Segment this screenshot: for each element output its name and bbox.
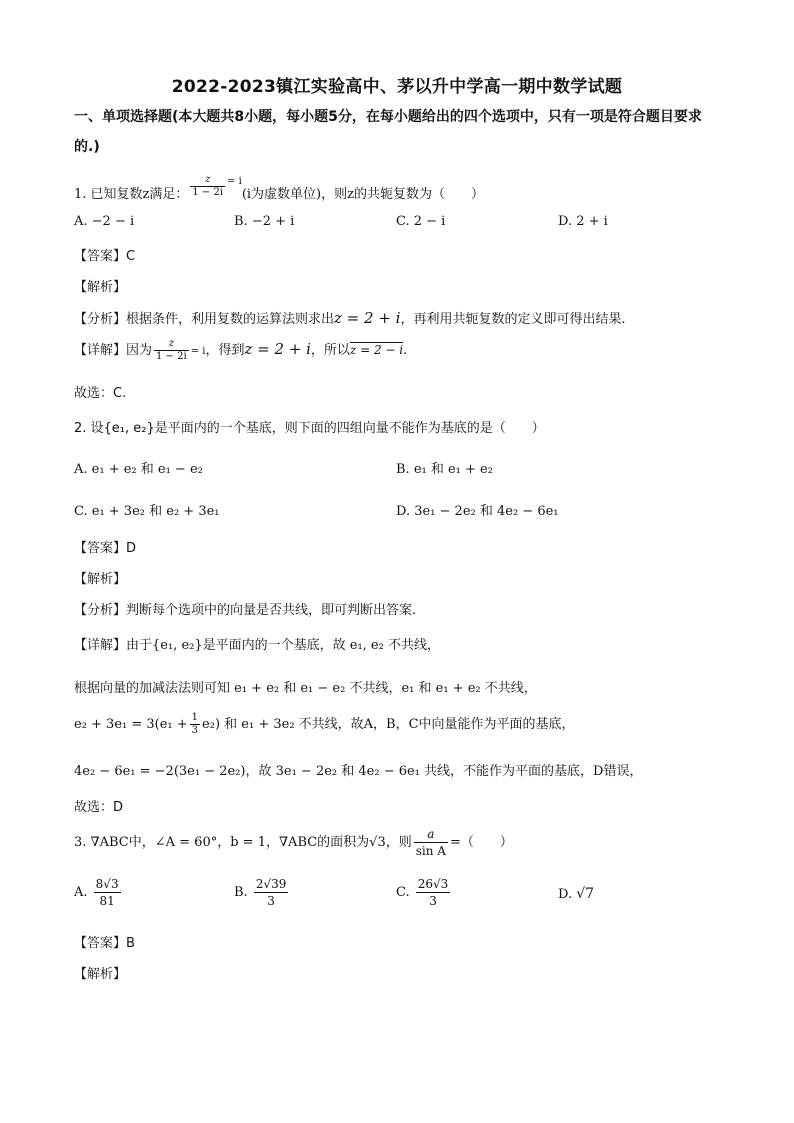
q3-frac-num: a [414, 826, 448, 843]
q2-xiangjie-3 [74, 712, 575, 737]
q2-analysis-label: 【解析】 [74, 572, 127, 587]
q1-option-c: C. 2 − i [396, 214, 446, 229]
q1-frac-eq: = i [227, 176, 242, 187]
q2-xj3-fraction [190, 712, 200, 737]
q3-option-c-den: 3 [429, 894, 437, 908]
q1-answer: 【答案】C [74, 249, 136, 264]
q2-xj3-a: e₂ + 3e₁ = 3(e₁ + [74, 717, 188, 732]
q3-option-b-den: 3 [267, 894, 275, 908]
q1-option-d: D. 2 + i [558, 214, 608, 229]
q3-option-c [396, 876, 452, 909]
q1-frac-num: z [190, 174, 225, 187]
q3-stem-b: =（ ） [449, 835, 513, 850]
q3-option-a-num: 8√3 [95, 877, 119, 891]
q1-xj-end: . [403, 343, 408, 358]
q2-option-c: C. e₁ + 3e₂ 和 e₂ + 3e₁ [74, 504, 220, 519]
q2-choose: 故选：D [74, 800, 124, 815]
q3-option-c-label: C. [396, 885, 410, 900]
q2-xiangjie-2: 根据向量的加减法法则可知 e₁ + e₂ 和 e₁ − e₂ 不共线，e₁ 和 e₁ + e₂ 不共线， [74, 681, 537, 696]
q2-stem: 2. 设{e₁, e₂}是平面内的一个基底，则下面的四组向量不能作为基底的是（ ） [74, 421, 545, 436]
q3-fraction [414, 826, 448, 859]
q1-option-b: B. −2 + i [234, 214, 295, 229]
q1-fenxi-math: z = 2 + i [334, 309, 401, 327]
q3-analysis-label: 【解析】 [74, 967, 127, 982]
q2-option-a: A. e₁ + e₂ 和 e₁ − e₂ [74, 462, 203, 477]
q1-prefix: 1. 已知复数z满足： [74, 187, 189, 202]
q3-option-b-label: B. [234, 885, 248, 900]
q3-option-c-num: 26√3 [417, 877, 449, 891]
q1-xj-conj: z = 2 − i [349, 343, 404, 357]
q2-option-b: B. e₁ 和 e₁ + e₂ [396, 462, 493, 477]
section-heading: 一、单项选择题(本大题共8小题，每小题5分，在每小题给出的四个选项中，只有一项是符合题目要求的.) [74, 109, 702, 155]
q3-option-b-num: 2√39 [255, 877, 287, 891]
q3-stem [74, 826, 513, 859]
q1-xj-eq: = i [190, 346, 206, 357]
q3-option-a-den: 81 [99, 894, 115, 908]
q3-option-b [234, 876, 290, 909]
q2-fenxi: 【分析】判断每个选项中的向量是否共线，即可判断出答案. [74, 603, 417, 618]
q3-answer: 【答案】B [74, 936, 135, 951]
q1-stem [74, 174, 484, 207]
q1-xj-num: z [154, 338, 189, 351]
q1-xj-mid: ，得到 [205, 343, 245, 358]
q3-option-d-value: √7 [576, 886, 595, 902]
q1-suffix: (i为虚数单位)，则z的共轭复数为（ ） [241, 187, 484, 202]
q3-option-a [74, 876, 123, 909]
q1-frac-den: 1 − 2i [192, 187, 224, 198]
q1-fenxi-text: 【分析】根据条件，利用复数的运算法则求出 [74, 312, 335, 327]
q1-xiangjie [74, 338, 407, 363]
q1-xj-so: ，所以 [310, 343, 350, 358]
page-title: 2022-2023镇江实验高中、茅以升中学高一期中数学试题 [171, 77, 623, 97]
q2-answer: 【答案】D [74, 541, 137, 556]
q3-option-a-frac [94, 876, 121, 909]
q1-option-a: A. −2 − i [74, 214, 135, 229]
q1-analysis-label: 【解析】 [74, 280, 127, 295]
q2-xj3-den: 3 [191, 725, 199, 736]
q3-option-a-label: A. [74, 885, 88, 900]
q1-fenxi-tail: ，再利用共轭复数的定义即可得出结果. [400, 312, 626, 327]
q3-option-d-label: D. [558, 887, 573, 902]
q3-option-c-frac [416, 876, 451, 909]
q1-choose: 故选：C. [74, 386, 127, 401]
q1-xj-text: 【详解】因为 [74, 343, 153, 358]
q2-xj3-b: e₂) 和 e₁ + 3e₂ 不共线，故A，B，C中向量能作为平面的基底， [202, 717, 575, 732]
q3-option-d [558, 886, 594, 902]
q1-fraction [190, 174, 225, 199]
q1-xj-den: 1 − 2i [156, 351, 187, 362]
q2-xj3-num: 1 [191, 712, 199, 723]
q1-fenxi [74, 308, 626, 327]
q1-xj-math: z = 2 + i [244, 340, 311, 358]
q2-xiangjie-4: 4e₂ − 6e₁ = −2(3e₁ − 2e₂)，故 3e₁ − 2e₂ 和 4e₂ − 6e₁ 共线，不能作为平面的基底，D错误， [74, 764, 643, 779]
q2-option-d: D. 3e₁ − 2e₂ 和 4e₂ − 6e₁ [396, 504, 559, 519]
q3-stem-a: 3. ∇ABC中，∠A = 60°，b = 1，∇ABC的面积为√3，则 [74, 835, 412, 850]
q3-frac-den: sin A [415, 844, 446, 858]
q1-xj-fraction [154, 338, 189, 363]
q2-xiangjie-1: 【详解】由于{e₁, e₂}是平面内的一个基底，故 e₁, e₂ 不共线， [74, 638, 440, 653]
q3-option-b-frac [254, 876, 289, 909]
